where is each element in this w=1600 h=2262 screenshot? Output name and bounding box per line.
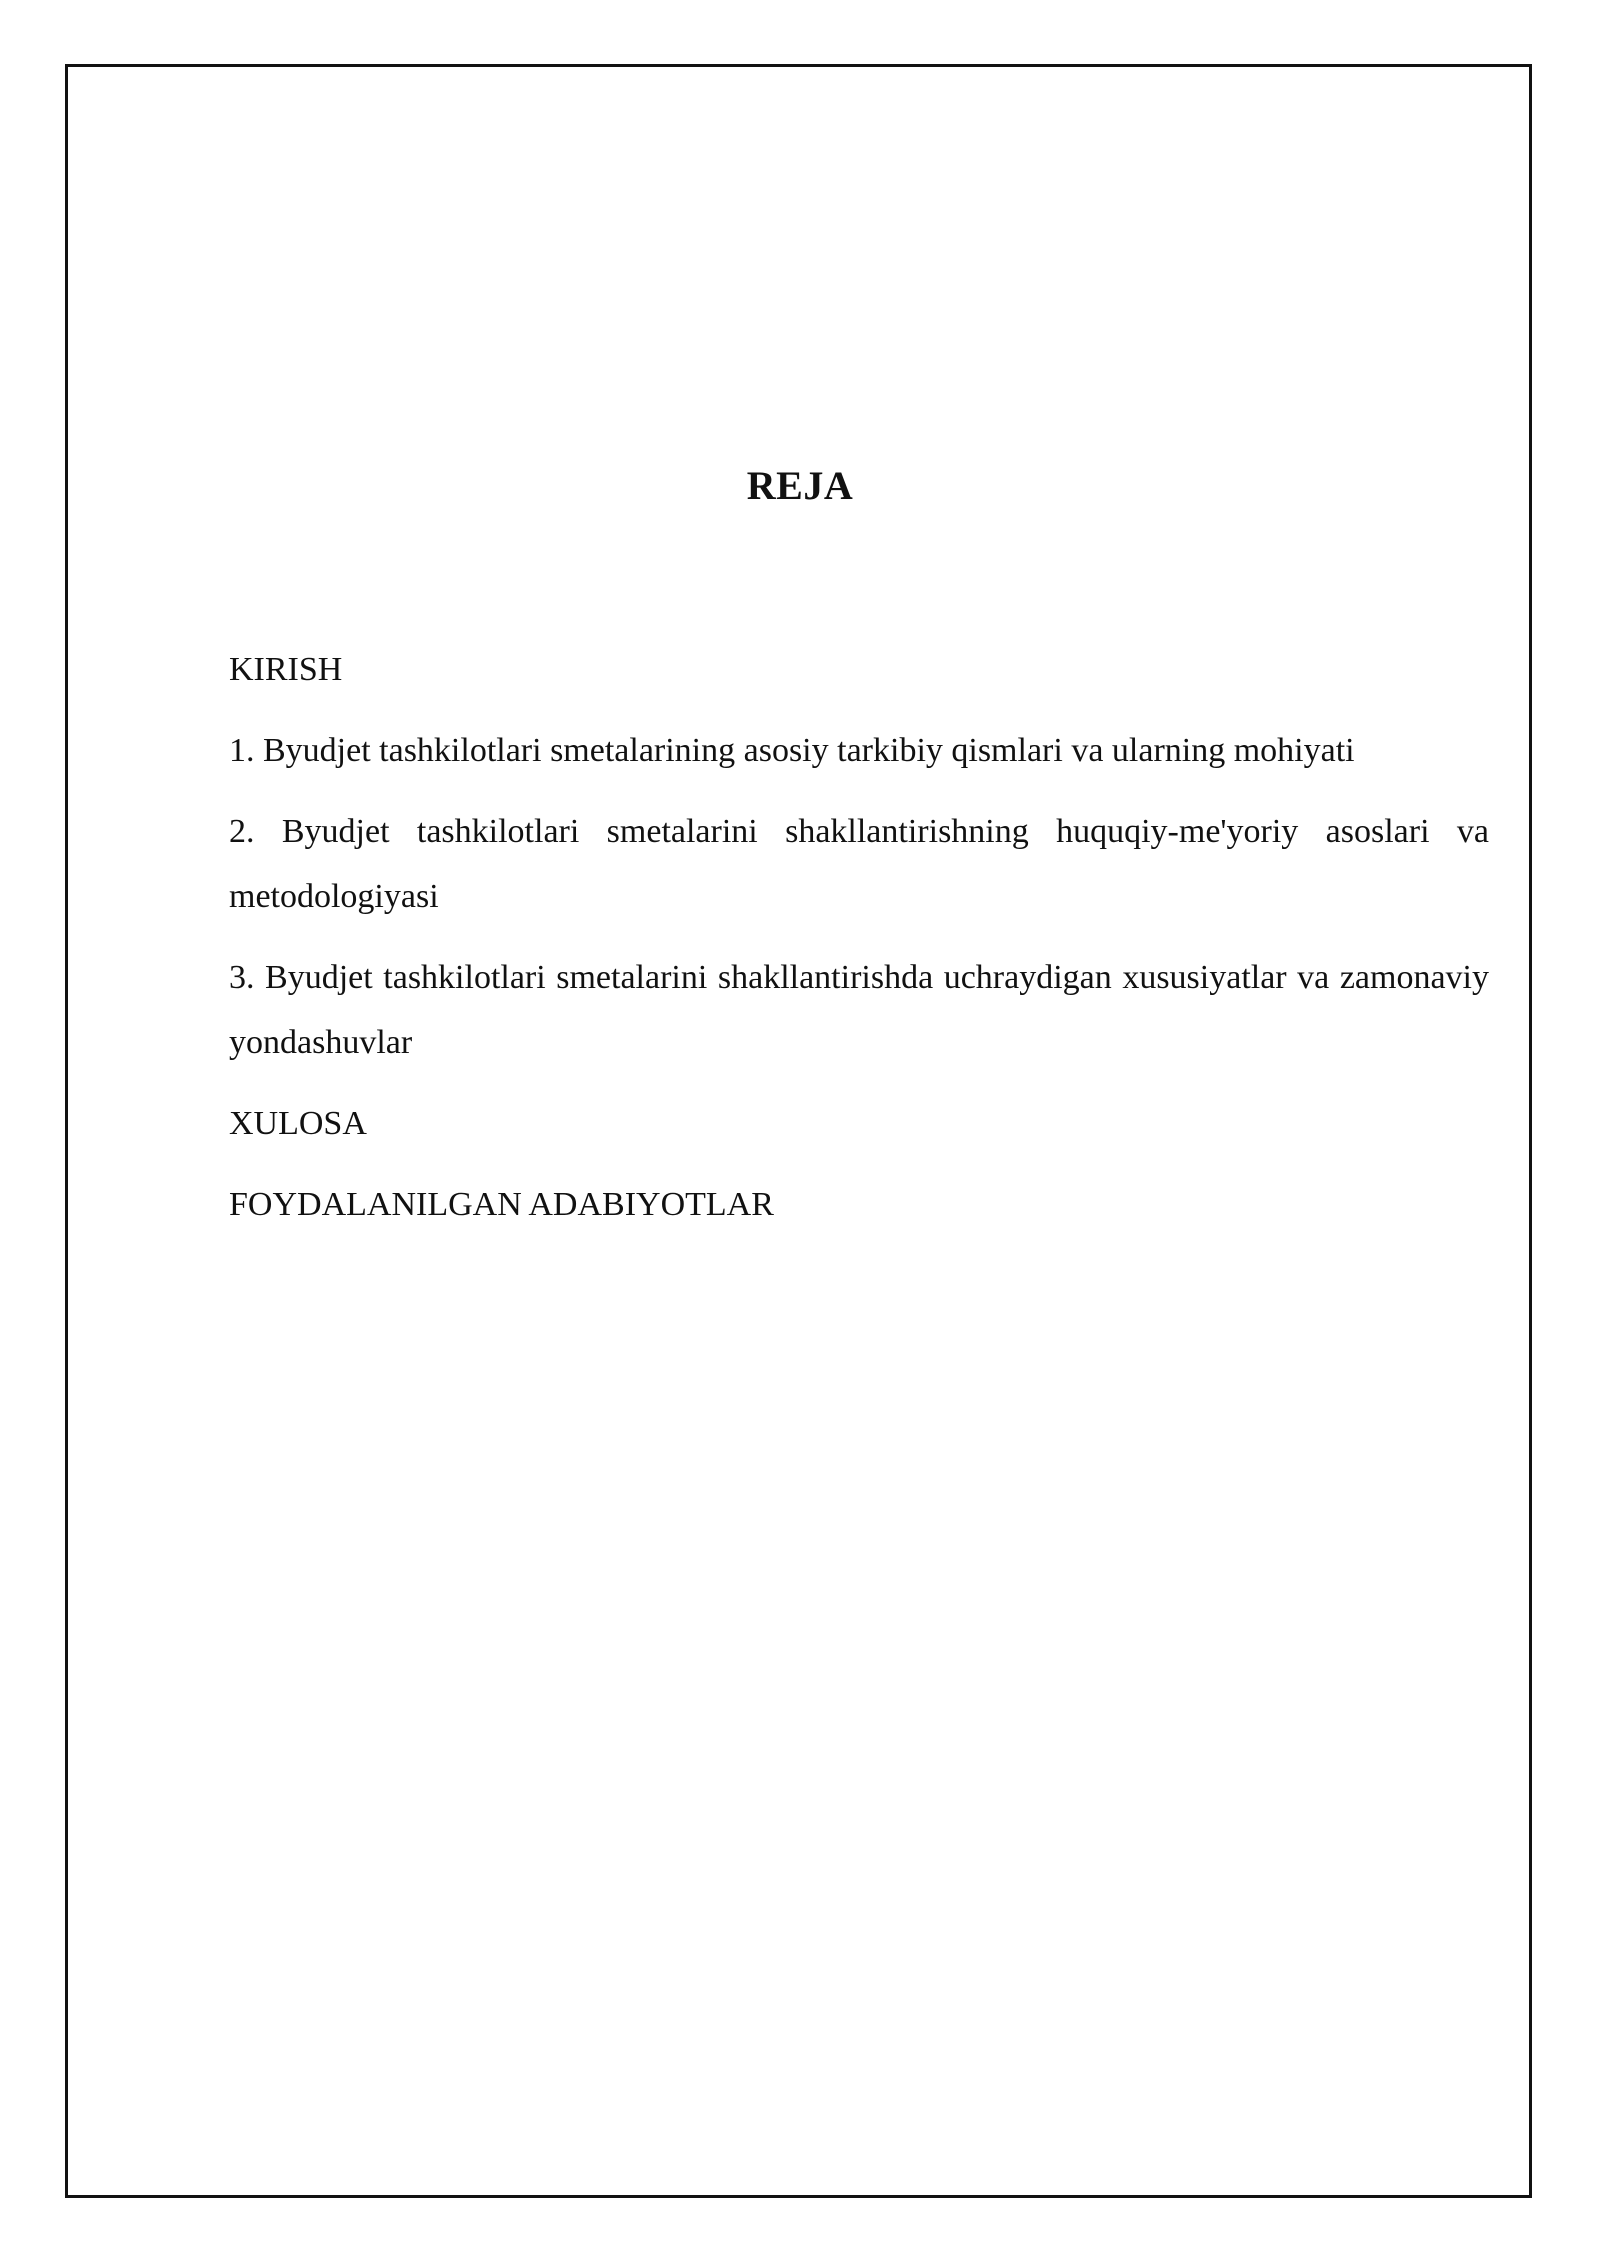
toc-item-introduction: KIRISH — [229, 651, 343, 688]
table-of-contents — [229, 637, 1489, 1253]
toc-item-chapter-1: 1. Byudjet tashkilotlari smetalarining asosiy tarkibiy qismlari va ularning mohiyati — [229, 732, 1355, 769]
toc-item-chapter-2: 2. Byudjet tashkilotlari smetalarini shakllantirishning huquqiy-me'yoriy asoslari va metodologiyasi — [229, 813, 1489, 915]
toc-item-references: FOYDALANILGAN ADABIYOTLAR — [229, 1186, 774, 1223]
toc-item-conclusion: XULOSA — [229, 1105, 367, 1142]
page-title: REJA — [746, 463, 854, 508]
toc-item-chapter-3: 3. Byudjet tashkilotlari smetalarini shakllantirishda uchraydigan xususiyatlar va zamonaviy yondashuvlar — [229, 959, 1489, 1061]
